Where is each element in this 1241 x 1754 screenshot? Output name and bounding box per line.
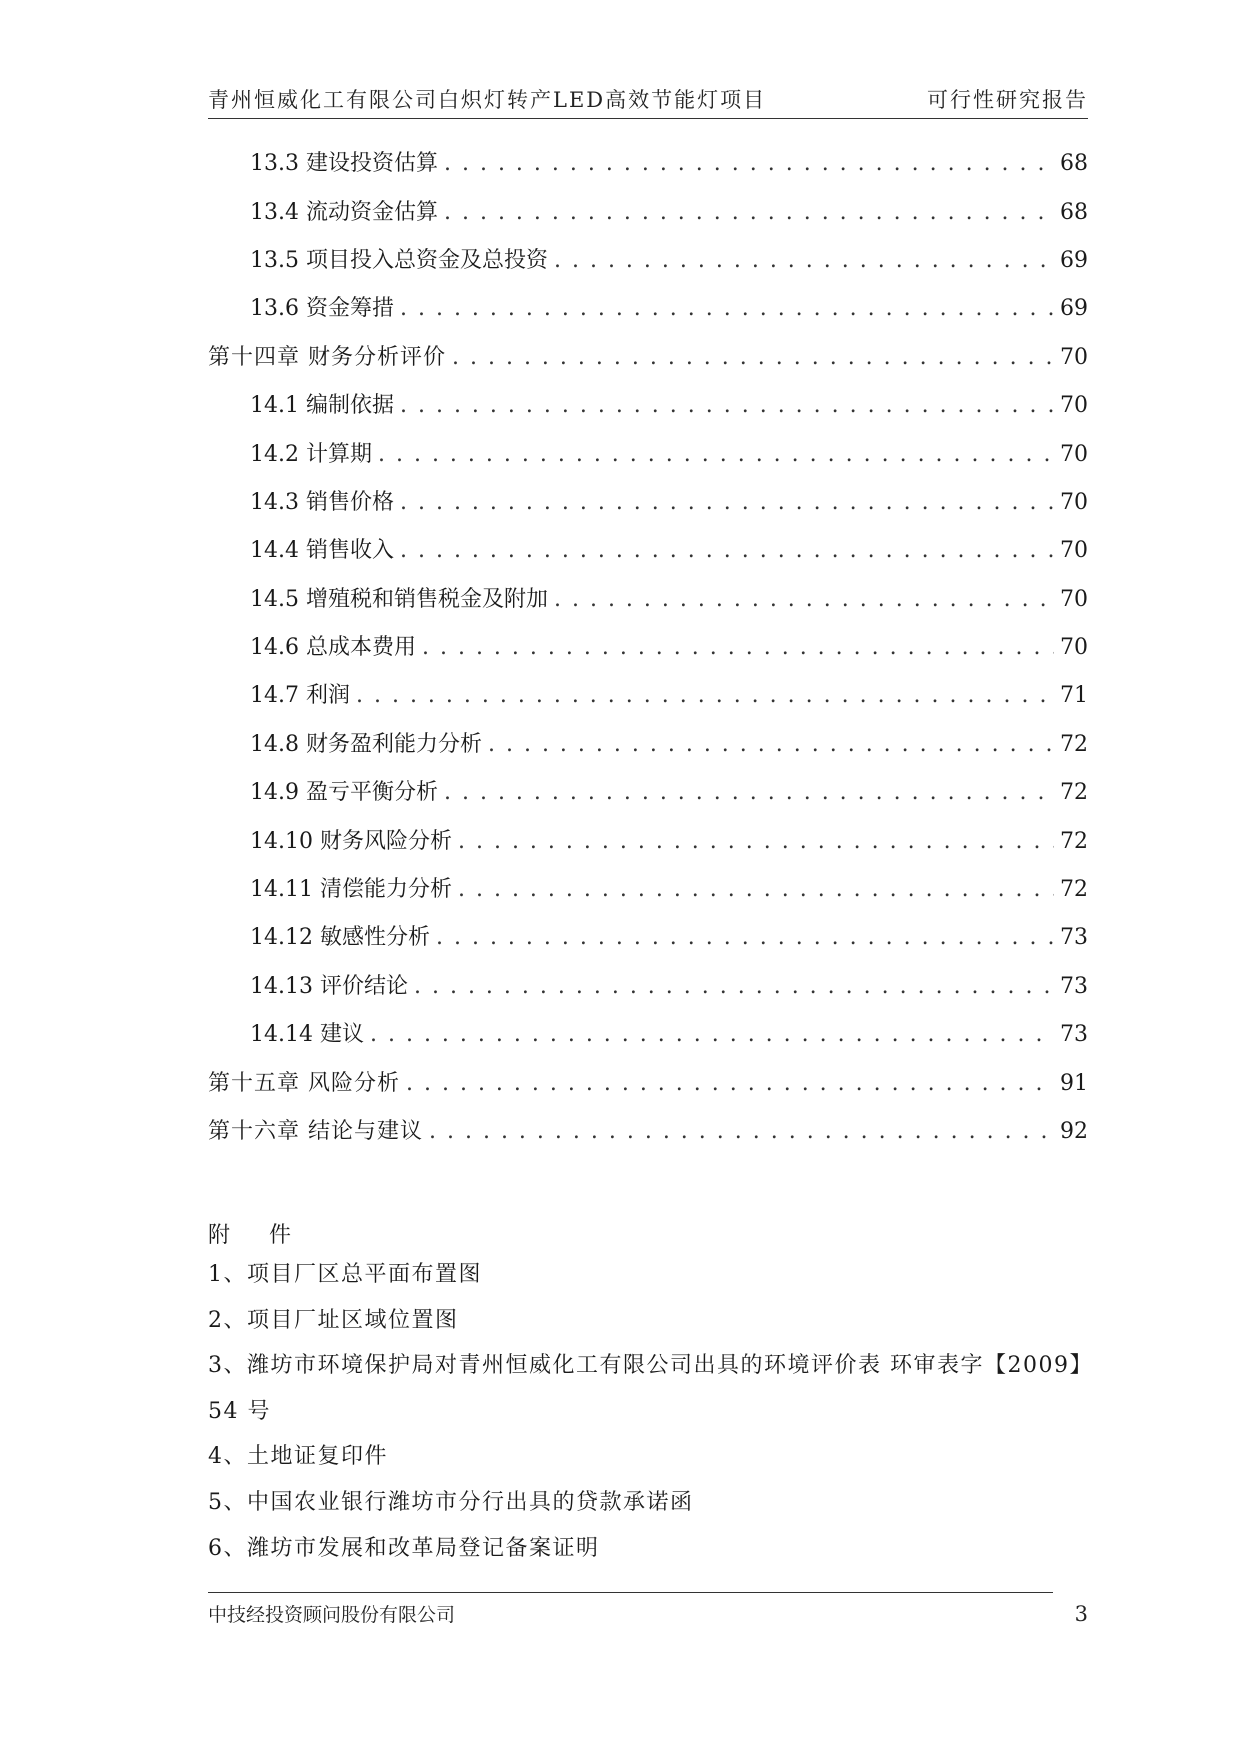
toc-leader-dots (458, 828, 1054, 856)
toc-leader-dots (444, 199, 1054, 227)
toc-entry-page: 70 (1060, 441, 1088, 467)
toc-entry-page: 92 (1060, 1119, 1088, 1144)
toc-leader-dots (400, 295, 1054, 323)
toc-chapter-label: 第十五章 风险分析 (208, 1070, 400, 1096)
toc-entry[interactable] (208, 527, 1088, 575)
toc-entry-label: 14.10 财务风险分析 (250, 828, 452, 854)
toc-leader-dots (554, 247, 1054, 275)
toc-entry-page: 70 (1060, 393, 1088, 419)
toc-entry-page: 70 (1060, 489, 1088, 515)
toc-leader-dots (488, 731, 1054, 759)
toc-entry-page: 72 (1060, 780, 1088, 806)
attachment-item: 2、项目厂址区域位置图 (208, 1307, 459, 1333)
toc-entry-page: 70 (1060, 635, 1088, 661)
toc-entry-label: 14.8 财务盈利能力分析 (250, 731, 482, 757)
toc-chapter-entry[interactable] (208, 1059, 1088, 1107)
toc-chapter-entry[interactable] (208, 334, 1088, 382)
toc-leader-dots (400, 537, 1054, 565)
attachment-item: 5、中国农业银行潍坊市分行出具的贷款承诺函 (208, 1489, 694, 1515)
toc-entry-label: 14.3 销售价格 (250, 489, 394, 515)
header-title: 青州恒威化工有限公司白炽灯转产LED高效节能灯项目 (208, 88, 767, 112)
toc-entry-page: 68 (1060, 199, 1088, 225)
toc-entry-page: 70 (1060, 344, 1088, 370)
page-number: 3 (1074, 1602, 1088, 1626)
toc-entry-page: 73 (1060, 925, 1088, 951)
toc-entry-page: 72 (1060, 828, 1088, 854)
toc-entry-label: 14.13 评价结论 (250, 973, 408, 999)
attachment-item: 4、土地证复印件 (208, 1444, 388, 1470)
toc-entry-page: 73 (1060, 973, 1088, 999)
toc-entry-label: 14.11 清偿能力分析 (250, 877, 452, 903)
toc-leader-dots (378, 441, 1054, 469)
toc-entry[interactable] (208, 237, 1088, 285)
toc-entry[interactable] (208, 672, 1088, 720)
footer-company: 中技经投资顾问股份有限公司 (208, 1604, 456, 1626)
toc-entry-page: 70 (1060, 538, 1088, 564)
toc-leader-dots (444, 150, 1054, 178)
toc-entry-label: 14.5 增殖税和销售税金及附加 (250, 586, 548, 612)
toc-entry-label: 14.14 建议 (250, 1022, 364, 1048)
toc-entry-label: 14.6 总成本费用 (250, 635, 416, 661)
toc-leader-dots (422, 634, 1054, 662)
toc-entry-label: 13.3 建设投资估算 (250, 151, 438, 177)
toc-entry[interactable] (208, 140, 1088, 188)
toc-leader-dots (458, 876, 1054, 904)
toc-entry[interactable] (208, 963, 1088, 1011)
toc-entry-label: 14.2 计算期 (250, 441, 372, 467)
toc-leader-dots (356, 682, 1054, 710)
toc-entry-page: 72 (1060, 877, 1088, 903)
toc-entry-label: 14.4 销售收入 (250, 538, 394, 564)
toc-entry-page: 69 (1060, 296, 1088, 322)
page-header (208, 84, 1088, 114)
header-divider (208, 118, 1088, 119)
toc-leader-dots (406, 1070, 1054, 1098)
toc-entry-page: 91 (1060, 1070, 1088, 1096)
toc-entry-label: 13.6 资金筹措 (250, 296, 394, 322)
table-of-contents (208, 140, 1088, 1156)
header-report-type: 可行性研究报告 (927, 88, 1088, 112)
toc-entry-page: 73 (1060, 1022, 1088, 1048)
toc-entry-page: 70 (1060, 586, 1088, 612)
toc-entry-label: 14.12 敏感性分析 (250, 925, 430, 951)
toc-leader-dots (400, 392, 1054, 420)
toc-leader-dots (400, 489, 1054, 517)
toc-entry-page: 72 (1060, 731, 1088, 757)
toc-entry[interactable] (208, 721, 1088, 769)
toc-entry[interactable] (208, 624, 1088, 672)
page-footer (208, 1600, 1088, 1627)
toc-leader-dots (444, 779, 1054, 807)
toc-leader-dots (436, 924, 1054, 952)
toc-leader-dots (370, 1021, 1054, 1049)
toc-entry[interactable] (208, 285, 1088, 333)
attachment-item: 6、潍坊市发展和改革局登记备案证明 (208, 1535, 600, 1561)
toc-entry-page: 68 (1060, 151, 1088, 177)
toc-entry[interactable] (208, 769, 1088, 817)
attachments-section (208, 1218, 1088, 1571)
toc-leader-dots (554, 586, 1054, 614)
toc-entry[interactable] (208, 1011, 1088, 1059)
toc-entry[interactable] (208, 914, 1088, 962)
toc-entry-label: 14.1 编制依据 (250, 393, 394, 419)
toc-entry-label: 14.7 利润 (250, 683, 350, 709)
footer-divider (208, 1592, 1053, 1593)
toc-chapter-label: 第十四章 财务分析评价 (208, 344, 446, 370)
attachment-item: 3、潍坊市环境保护局对青州恒威化工有限公司出具的环境评价表 环审表字【2009】54 号 (208, 1353, 1082, 1424)
attachment-item: 1、项目厂区总平面布置图 (208, 1262, 482, 1287)
toc-entry-label: 13.4 流动资金估算 (250, 199, 438, 225)
toc-entry[interactable] (208, 866, 1088, 914)
toc-leader-dots (429, 1118, 1054, 1146)
toc-entry-label: 14.9 盈亏平衡分析 (250, 780, 438, 806)
toc-entry[interactable] (208, 382, 1088, 430)
toc-entry[interactable] (208, 430, 1088, 478)
toc-chapter-entry[interactable] (208, 1108, 1088, 1156)
attachments-heading: 附 件 (208, 1223, 307, 1248)
toc-entry[interactable] (208, 188, 1088, 236)
toc-entry[interactable] (208, 479, 1088, 527)
toc-chapter-label: 第十六章 结论与建议 (208, 1119, 423, 1144)
toc-entry-page: 69 (1060, 247, 1088, 273)
toc-entry[interactable] (208, 817, 1088, 865)
toc-leader-dots (414, 973, 1054, 1001)
toc-entry-label: 13.5 项目投入总资金及总投资 (250, 247, 548, 273)
toc-leader-dots (452, 344, 1054, 372)
toc-entry[interactable] (208, 576, 1088, 624)
toc-entry-page: 71 (1060, 683, 1088, 709)
